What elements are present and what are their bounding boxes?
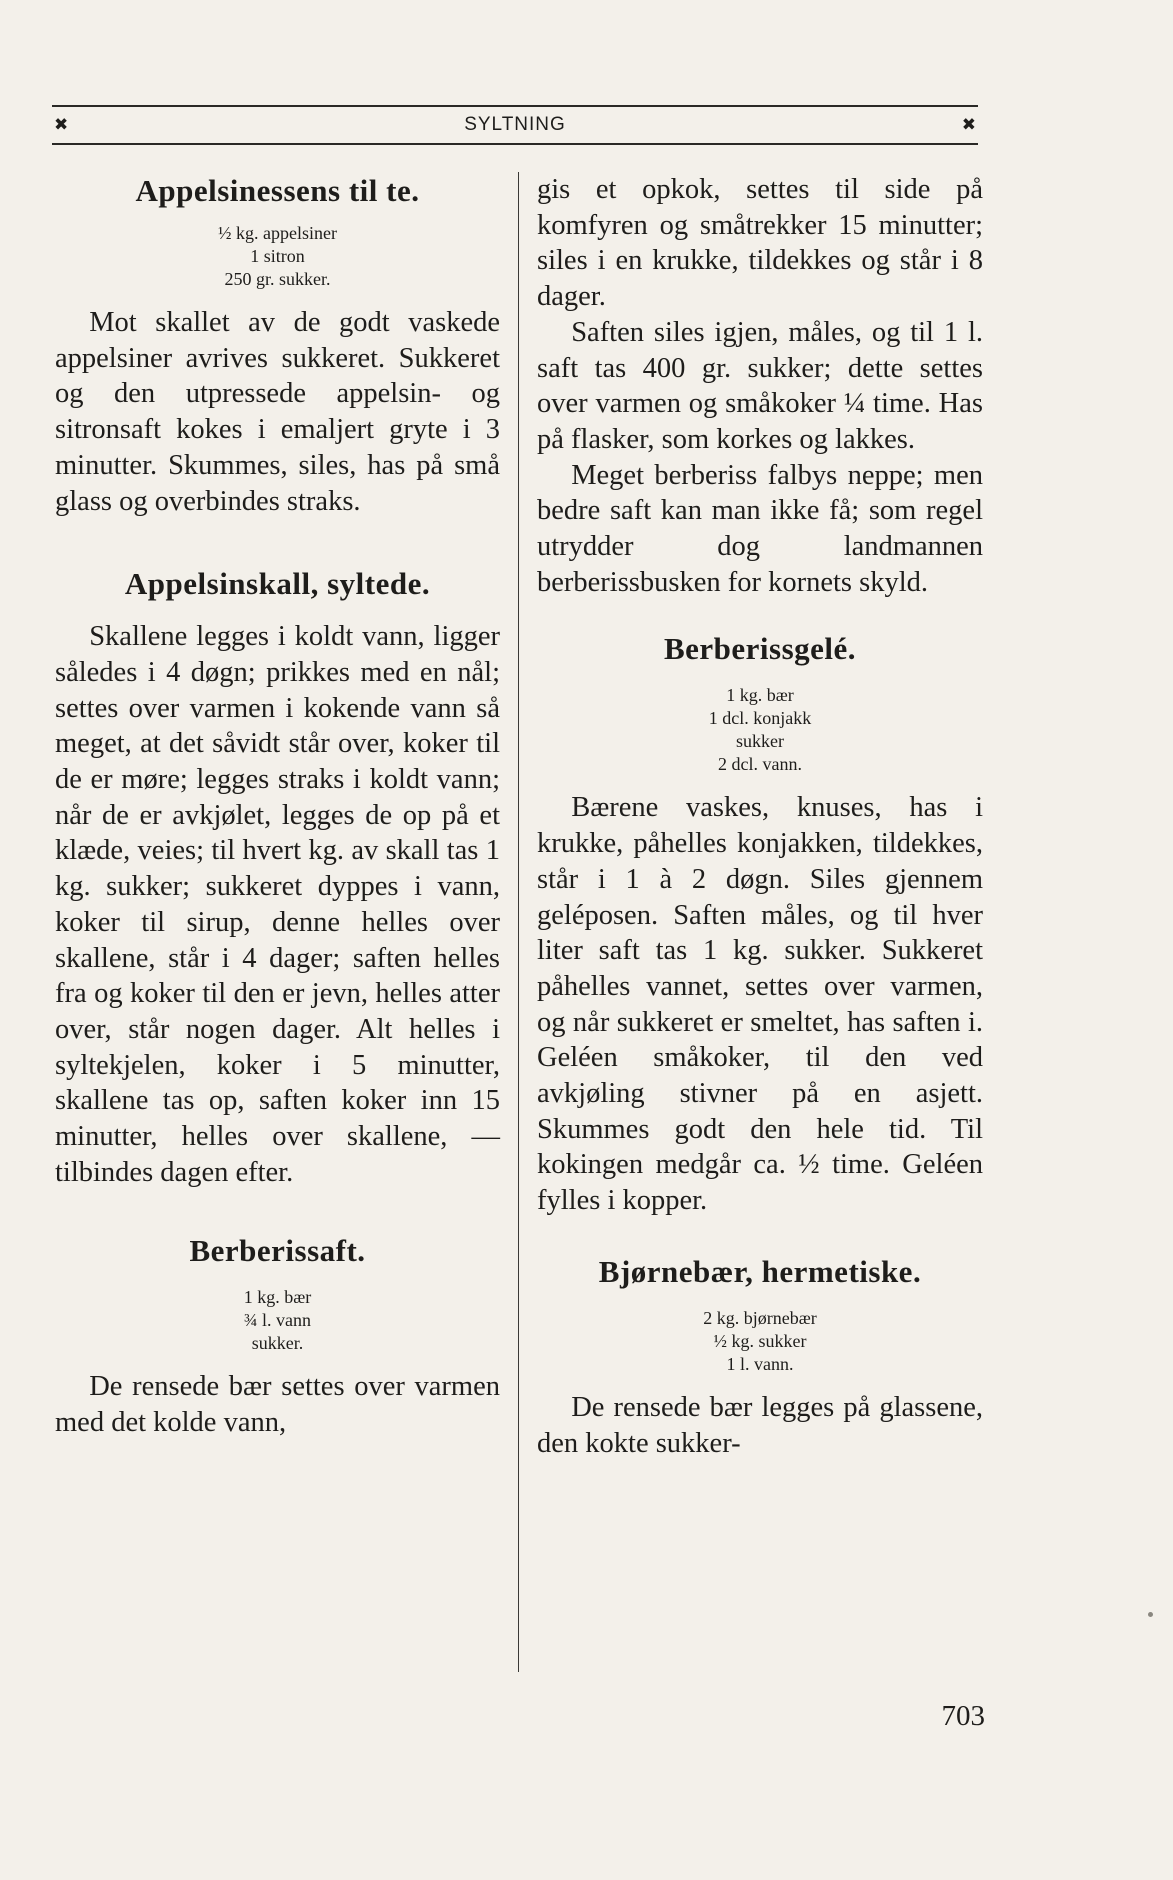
- ingredient-item: 1 kg. bær: [243, 1287, 312, 1308]
- left-column: [55, 172, 500, 1441]
- ingredient-item: 250 gr. sukker.: [224, 269, 331, 289]
- recipe-appelsinessens: [55, 172, 500, 519]
- ingredient-item: 1 l. vann.: [726, 1353, 794, 1374]
- recipe-appelsinskall: [55, 565, 500, 1190]
- recipe-text: Mot skallet av de godt vaskede appelsiner avrives sukkeret. Sukkeret og den utpressede appelsin- og sitronsaft kokes i emaljert gryte i 3 minutter. Skummes, siles, has på små glass og overbindes straks.: [55, 307, 500, 517]
- ingredient-item: 1 dcl. konjakk: [708, 708, 812, 729]
- right-column: [537, 172, 983, 1461]
- recipe-title: Berberissgelé.: [663, 631, 857, 667]
- recipe-title: Bjørnebær, hermetiske.: [598, 1253, 922, 1289]
- ingredient-item: 2 dcl. vann.: [718, 754, 802, 775]
- paragraph: Meget berberiss falbys neppe; men bedre saft kan man ikke få; som regel utrydder dog landmannen berberissbusken for kornets skyld.: [537, 459, 983, 598]
- ingredient-list: [537, 684, 983, 776]
- recipe-text: De rensede bær legges på glassene, den kokte sukker-: [537, 1391, 983, 1459]
- continued-paragraph: gis et opkok, settes til side på komfyren og småtrekker 15 minutter; siles i en krukke, tildekkes og står i 8 dager.: [537, 174, 983, 313]
- recipe-berberissgele: [537, 630, 983, 1218]
- recipe-text: De rensede bær settes over varmen med det kolde vann,: [55, 1371, 500, 1439]
- header-left-ornament: ✖: [54, 115, 69, 135]
- ingredient-list: [55, 1286, 500, 1355]
- ingredient-item: sukker.: [251, 1333, 304, 1354]
- page-number: 703: [941, 1700, 985, 1732]
- ingredient-item: sukker: [736, 731, 784, 752]
- recipe-text: Skallene legges i koldt vann, ligger således i 4 døgn; prikkes med en nål; settes over varmen i kokende vann så meget, at det såvidt står over, koker til de er møre; legges straks i koldt vann; når de er avkjølet, legges de op på et klæde, veies; til hvert kg. av skall tas 1 kg. sukker; sukkeret dyppes i vann, koker til sirup, denne helles over skallene, står i 4 dager; saften helles fra og koker til den er jevn, helles atter over, står nogen dager. Alt helles i syltekjelen, koker i 5 minutter, skallene tas op, saften koker inn 15 minutter, helles over skallene, — tilbindes dagen efter.: [55, 621, 500, 1188]
- ingredient-item: 1 sitron: [250, 246, 305, 266]
- running-header: [52, 105, 978, 145]
- recipe-title: Berberissaft.: [189, 1233, 366, 1269]
- ingredient-item: 2 kg. bjørnebær: [703, 1307, 817, 1328]
- ingredient-item: ¾ l. vann: [244, 1310, 311, 1331]
- recipe-berberissaft: [55, 1232, 500, 1440]
- column-divider: [518, 172, 519, 1672]
- recipe-title: Appelsinskall, syltede.: [124, 566, 431, 602]
- recipe-title: Appelsinessens til te.: [135, 173, 420, 208]
- ingredient-list: [537, 1307, 983, 1376]
- ingredient-list: [55, 222, 500, 291]
- paragraph: Saften siles igjen, måles, og til 1 l. saft tas 400 gr. sukker; dette settes over varmen og småkoker ¼ time. Has på flasker, som korkes og lakkes.: [537, 316, 983, 455]
- recipe-text: Bærene vaskes, knuses, has i krukke, påhelles konjakken, tildekkes, står i 1 à 2 døgn. Siles gjennem geléposen. Saften måles, og til hver liter saft tas 1 kg. sukker. Sukkeret påhelles vannet, settes over varmen, og når sukkeret er smeltet, has saften i. Geléen småkoker, til den ved avkjøling stivner på en asjett. Skummes godt den hele tid. Til kokingen medgår ca. ½ time. Geléen fylles i kopper.: [537, 792, 983, 1217]
- ingredient-item: ½ kg. appelsiner: [218, 223, 337, 243]
- ingredient-item: 1 kg. bær: [726, 685, 794, 706]
- ingredient-item: ½ kg. sukker: [713, 1330, 807, 1351]
- header-title: SYLTNING: [464, 114, 566, 135]
- recipe-bjornebaer: [537, 1253, 983, 1461]
- header-right-ornament: ✖: [961, 115, 976, 135]
- paper-speck: [1148, 1612, 1153, 1617]
